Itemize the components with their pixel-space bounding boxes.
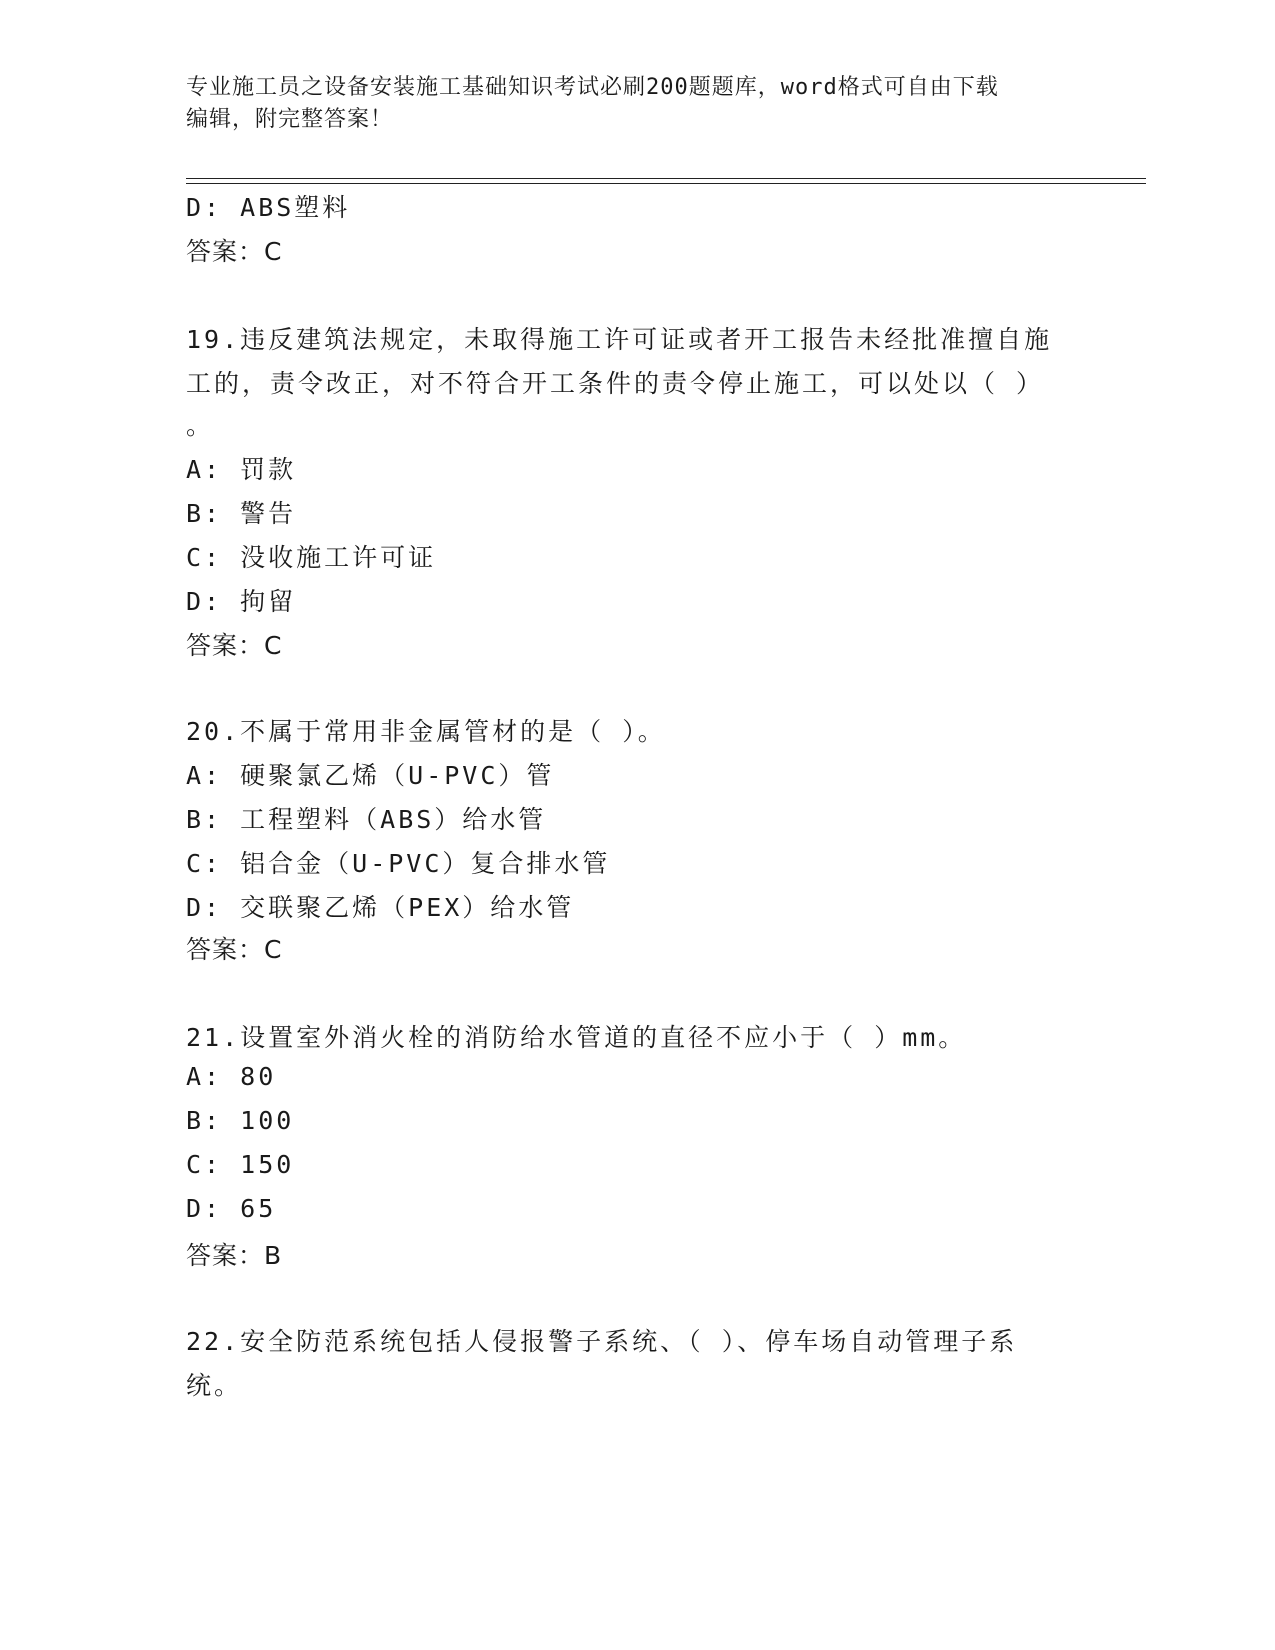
- q19-option-a: A: 罚款: [186, 455, 297, 484]
- q20-stem-line-1: 20.不属于常用非金属管材的是（ ）。: [186, 717, 666, 746]
- prev-option-d: D: ABS塑料: [186, 193, 351, 222]
- q19-option-b: B: 警告: [186, 499, 297, 528]
- q20-option-d: D: 交联聚乙烯（PEX）给水管: [186, 893, 575, 922]
- q19-stem-line-3: 。: [186, 411, 215, 440]
- q19-option-d: D: 拘留: [186, 587, 297, 616]
- q20-option-c: C: 铝合金（U-PVC）复合排水管: [186, 849, 611, 878]
- header-line-1: 专业施工员之设备安装施工基础知识考试必刷200题题库，word格式可自由下载: [186, 75, 999, 100]
- q20-option-b: B: 工程塑料（ABS）给水管: [186, 805, 547, 834]
- q21-option-c: C: 150: [186, 1150, 295, 1179]
- q22-stem-line-2: 统。: [186, 1371, 243, 1400]
- q19-option-c: C: 没收施工许可证: [186, 543, 437, 572]
- header-line-2: 编辑，附完整答案！: [186, 107, 394, 132]
- header-divider-top: [186, 178, 1146, 179]
- q20-option-a: A: 硬聚氯乙烯（U-PVC）管: [186, 761, 555, 790]
- header-divider-bottom: [186, 183, 1146, 184]
- q21-option-a: A: 80: [186, 1062, 277, 1091]
- q19-stem-line-2: 工的，责令改正，对不符合开工条件的责令停止施工，可以处以（ ）: [186, 369, 1045, 398]
- q20-answer: 答案：C: [186, 935, 283, 964]
- prev-answer: 答案：C: [186, 237, 283, 266]
- q21-stem-line-1: 21.设置室外消火栓的消防给水管道的直径不应小于（ ）mm。: [186, 1023, 967, 1052]
- q21-option-d: D: 65: [186, 1194, 277, 1223]
- q21-answer: 答案：B: [186, 1241, 283, 1270]
- q19-answer: 答案：C: [186, 631, 283, 660]
- document-header: [186, 72, 1086, 136]
- q22-stem-line-1: 22.安全防范系统包括人侵报警子系统、（ ）、停车场自动管理子系: [186, 1327, 1018, 1356]
- q19-stem-line-1: 19.违反建筑法规定，未取得施工许可证或者开工报告未经批准擅自施: [186, 325, 1053, 354]
- q21-option-b: B: 100: [186, 1106, 295, 1135]
